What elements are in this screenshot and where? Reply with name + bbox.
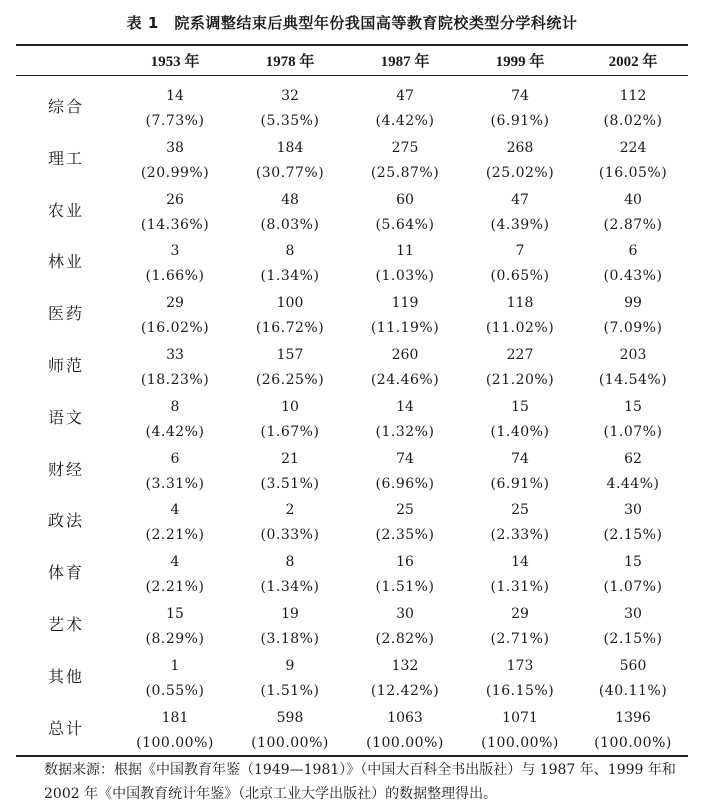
table-cell [460,395,580,445]
row-label: 政法 [48,511,85,531]
table-caption: 表 1 院系调整结束后典型年份我国高等教育院校类型分学科统计 [126,14,578,32]
cell-count: 181 [161,709,189,726]
row-label: 总计 [48,718,85,738]
cell-percent: (1.66%) [145,268,205,285]
column-header: 2002 年 [608,54,658,70]
cell-count: 74 [511,88,529,104]
cell-count: 16 [396,554,414,571]
cell-count: 203 [619,347,647,363]
cell-count: 8 [170,398,180,415]
cell-count: 11 [396,243,414,260]
table-cell [573,291,693,341]
row-label: 体育 [48,563,85,583]
table-cell [230,602,350,652]
table-cell [460,447,580,497]
cell-count: 100 [276,295,304,312]
cell-count: 74 [511,450,529,467]
table-cell [115,550,235,600]
cell-percent: (100.00%) [481,734,559,751]
cell-percent: (0.55%) [145,682,205,699]
cell-count: 2 [285,502,295,519]
row-label: 综合 [48,97,85,116]
cell-percent: (5.64%) [375,216,435,233]
cell-count: 99 [624,295,642,312]
cell-count: 62 [624,450,642,467]
cell-count: 19 [281,606,299,622]
cell-percent: (1.07%) [603,423,663,440]
table-cell [115,84,235,134]
cell-count: 26 [166,191,184,208]
cell-count: 15 [624,398,642,415]
cell-count: 32 [281,88,299,104]
table-cell [115,188,235,238]
table-cell [460,239,580,289]
table-cell [230,343,350,393]
table-cell [345,498,465,548]
table-cell [460,343,580,393]
cell-percent: (16.72%) [255,320,325,337]
cell-percent: (20.99%) [140,164,210,181]
table-cell [230,84,350,134]
cell-count: 4 [170,502,180,519]
cell-percent: (4.42%) [375,113,435,129]
cell-count: 119 [391,295,419,312]
cell-percent: (25.87%) [370,164,440,181]
table-cell [460,84,580,134]
table-cell [230,498,350,548]
cell-count: 3 [170,243,180,260]
cell-percent: (0.33%) [260,527,320,544]
table-cell [115,291,235,341]
cell-percent: (3.31%) [145,475,205,492]
cell-count: 560 [619,657,647,674]
cell-percent: (7.09%) [603,320,663,337]
cell-percent: (1.51%) [260,682,320,699]
cell-count: 6 [170,450,180,467]
cell-count: 15 [511,398,529,415]
cell-percent: (2.82%) [375,631,435,647]
column-header: 1978 年 [265,54,315,70]
table-cell [345,188,465,238]
cell-count: 74 [396,450,414,467]
table-cell [345,550,465,600]
cell-percent: (14.36%) [140,216,210,233]
table-cell [573,343,693,393]
cell-percent: (100.00%) [366,734,444,751]
cell-count: 132 [391,657,419,674]
row-label: 艺术 [48,615,85,634]
table-cell [115,602,235,652]
table-cell [230,239,350,289]
cell-percent: (100.00%) [136,734,214,751]
cell-count: 112 [619,88,647,104]
table-cell [573,136,693,186]
cell-percent: (3.18%) [260,631,320,647]
cell-count: 60 [396,191,414,208]
row-label: 语文 [48,407,85,427]
table-top-rule [16,44,688,46]
table-cell [573,447,693,497]
cell-percent: (1.34%) [260,268,320,285]
cell-percent: (25.02%) [485,164,555,181]
cell-percent: (100.00%) [251,734,329,751]
table-cell [460,188,580,238]
table-cell [230,654,350,704]
table-cell [115,343,235,393]
cell-count: 275 [391,139,419,156]
cell-percent: (1.32%) [375,423,435,440]
column-header: 1987 年 [380,54,430,70]
cell-count: 268 [506,139,534,156]
cell-percent: (16.05%) [598,164,668,181]
table-cell [460,498,580,548]
cell-count: 10 [281,398,299,415]
table-header-rule [16,75,688,76]
cell-percent: (2.21%) [145,527,205,544]
cell-count: 25 [396,502,414,519]
cell-count: 598 [276,709,304,726]
cell-percent: (2.87%) [603,216,663,233]
row-label: 师范 [48,356,85,375]
cell-count: 47 [511,191,529,208]
cell-percent: (4.39%) [490,216,550,233]
table-cell [573,550,693,600]
cell-count: 173 [506,657,534,674]
table-cell [230,447,350,497]
cell-count: 15 [624,554,642,571]
cell-percent: (30.77%) [255,164,325,181]
cell-count: 30 [624,606,642,622]
cell-count: 6 [628,243,638,260]
cell-count: 29 [166,295,184,312]
table-cell [573,395,693,445]
cell-count: 118 [506,295,534,312]
cell-percent: (1.51%) [375,579,435,596]
table-cell [573,188,693,238]
cell-count: 8 [285,554,295,571]
cell-percent: (14.54%) [598,372,668,388]
cell-count: 25 [511,502,529,519]
cell-percent: (24.46%) [370,372,440,388]
cell-percent: (18.23%) [140,372,210,388]
cell-percent: (0.65%) [490,268,550,285]
cell-percent: (8.02%) [603,113,663,129]
table-cell [230,550,350,600]
table-cell [230,136,350,186]
cell-count: 14 [396,398,414,415]
cell-percent: (16.02%) [140,320,210,337]
cell-percent: (11.02%) [485,320,555,337]
cell-count: 9 [285,657,295,674]
cell-count: 29 [511,606,529,622]
table-cell [460,654,580,704]
table-cell [345,136,465,186]
cell-percent: (26.25%) [255,372,325,388]
column-header: 1953 年 [150,54,200,70]
cell-percent: (0.43%) [603,268,663,285]
table-cell [460,706,580,756]
cell-percent: (3.51%) [260,475,320,492]
column-header: 1999 年 [495,54,545,70]
table-cell [230,706,350,756]
cell-percent: (2.35%) [375,527,435,544]
cell-percent: (1.34%) [260,579,320,596]
table-cell [115,395,235,445]
table-cell [115,706,235,756]
row-label: 其他 [48,666,85,686]
cell-percent: (1.40%) [490,423,550,440]
table-cell [460,136,580,186]
cell-count: 1063 [387,709,423,726]
cell-percent: (8.03%) [260,216,320,233]
cell-percent: (100.00%) [594,734,672,751]
cell-percent: (2.21%) [145,579,205,596]
cell-count: 33 [166,347,184,363]
table-cell [573,239,693,289]
cell-percent: (11.19%) [370,320,440,337]
cell-count: 7 [515,243,525,260]
row-label: 林业 [48,252,85,272]
cell-count: 1396 [615,709,651,726]
row-label: 财经 [48,459,85,479]
cell-count: 157 [276,347,304,363]
table-cell [345,706,465,756]
table-cell [345,395,465,445]
cell-percent: (8.29%) [145,631,205,647]
cell-percent: (2.15%) [603,527,663,544]
cell-count: 14 [166,88,184,104]
cell-percent: (6.91%) [490,475,550,492]
row-label: 农业 [48,200,85,220]
table-cell [230,291,350,341]
table-cell [345,239,465,289]
table-cell [345,84,465,134]
cell-percent: (2.33%) [490,527,550,544]
cell-percent: (1.03%) [375,268,435,285]
cell-count: 30 [624,502,642,519]
cell-count: 14 [511,554,529,571]
cell-percent: (2.71%) [490,631,550,647]
cell-count: 48 [281,191,299,208]
table-cell [230,395,350,445]
cell-percent: (40.11%) [598,682,668,699]
cell-percent: (2.15%) [603,631,663,647]
cell-percent: (1.67%) [260,423,320,440]
table-cell [460,291,580,341]
cell-count: 260 [391,347,419,363]
table-cell [230,188,350,238]
cell-percent: 4.44%) [606,475,660,492]
cell-percent: (6.96%) [375,475,435,492]
cell-count: 1 [170,657,180,674]
cell-count: 1071 [502,709,538,726]
cell-percent: (1.31%) [490,579,550,596]
cell-percent: (4.42%) [145,423,205,440]
cell-count: 184 [276,139,304,156]
row-label: 医药 [48,304,85,324]
table-cell [345,654,465,704]
table-cell [115,447,235,497]
source-note: 数据来源：根据《中国教育年鉴（1949—1981）》（中国大百科全书出版社）与 1987 年、1999 年和 2002 年《中国教育统计年鉴》（北京工业大学出版社）的数据整理得出。 [44,762,676,802]
table-cell [345,343,465,393]
cell-count: 227 [506,347,534,363]
cell-percent: (1.07%) [603,579,663,596]
cell-percent: (21.20%) [485,372,555,388]
cell-percent: (16.15%) [485,682,555,699]
table-cell [345,602,465,652]
row-label: 理工 [48,148,85,168]
table-cell [573,498,693,548]
cell-count: 47 [396,88,414,104]
table-cell [573,84,693,134]
cell-count: 40 [624,191,642,208]
table-cell [115,136,235,186]
cell-count: 30 [396,606,414,622]
table-cell [345,447,465,497]
table-cell [573,602,693,652]
cell-percent: (5.35%) [260,113,320,129]
cell-count: 21 [281,450,299,467]
table-cell [573,706,693,756]
table-cell [573,654,693,704]
table-cell [115,239,235,289]
cell-count: 4 [170,554,180,571]
cell-percent: (6.91%) [490,113,550,129]
cell-count: 8 [285,243,295,260]
cell-count: 38 [166,139,184,156]
cell-count: 15 [166,606,184,622]
cell-count: 224 [619,139,647,156]
cell-percent: (7.73%) [145,113,205,129]
table-cell [115,654,235,704]
table-cell [460,550,580,600]
cell-percent: (12.42%) [370,682,440,699]
table-cell [115,498,235,548]
table-cell [460,602,580,652]
table-cell [345,291,465,341]
